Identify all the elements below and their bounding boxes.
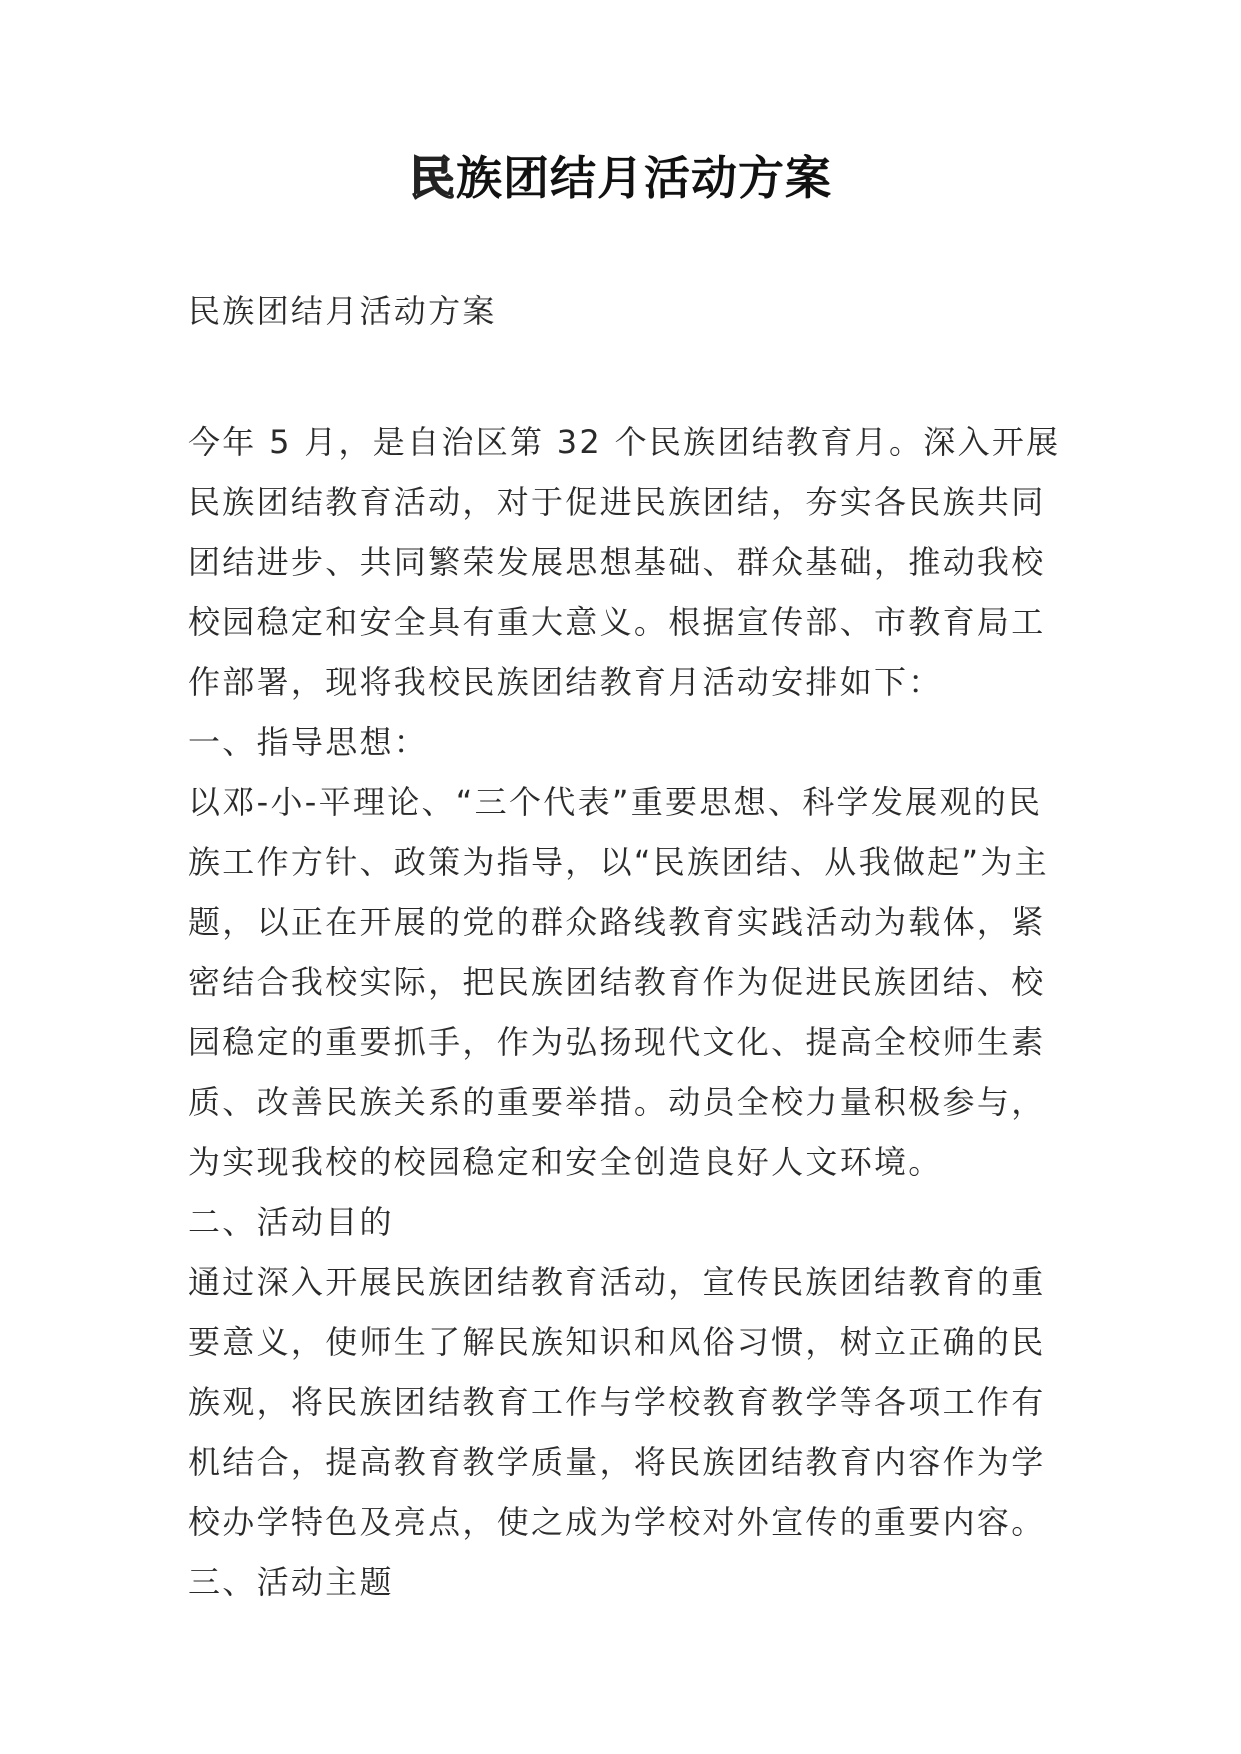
document-title [0, 148, 1241, 208]
title-outlined-first-char: 民 [409, 151, 456, 205]
section-heading-guiding-ideology: 一、指导思想： [188, 723, 429, 761]
guiding-ideology-paragraph: 以邓-小-平理论、“三个代表”重要思想、科学发展观的民族工作方针、政策为指导，以“民族团结、从我做起”为主题，以正在开展的党的群众路线教育实践活动为载体，紧密结合我校实际，把民族团结教育作为促进民族团结、校园稳定的重要抓手，作为弘扬现代文化、提高全校师生素质、改善民族关系的重要举措。动员全校力量积极参与，为实现我校的校园稳定和安全创造良好人文环境。 [188, 783, 1049, 1181]
section-heading-activity-purpose: 二、活动目的 [188, 1203, 394, 1241]
document-subtitle: 民族团结月活动方案 [188, 292, 497, 330]
activity-purpose-paragraph: 通过深入开展民族团结教育活动，宣传民族团结教育的重要意义，使师生了解民族知识和风俗习惯，树立正确的民族观，将民族团结教育工作与学校教育教学等各项工作有机结合，提高教育教学质量，将民族团结教育内容作为学校办学特色及亮点，使之成为学校对外宣传的重要内容。 [188, 1263, 1046, 1541]
intro-paragraph: 今年 5 月，是自治区第 32 个民族团结教育月。深入开展民族团结教育活动，对于促进民族团结，夯实各民族共同团结进步、共同繁荣发展思想基础、群众基础，推动我校校园稳定和安全具有重大意义。根据宣传部、市教育局工作部署，现将我校民族团结教育月活动安排如下： [188, 423, 1061, 701]
section-heading-activity-theme: 三、活动主题 [188, 1563, 394, 1601]
title-text: 族团结月活动方案 [456, 151, 832, 205]
document-body [188, 290, 1068, 1612]
